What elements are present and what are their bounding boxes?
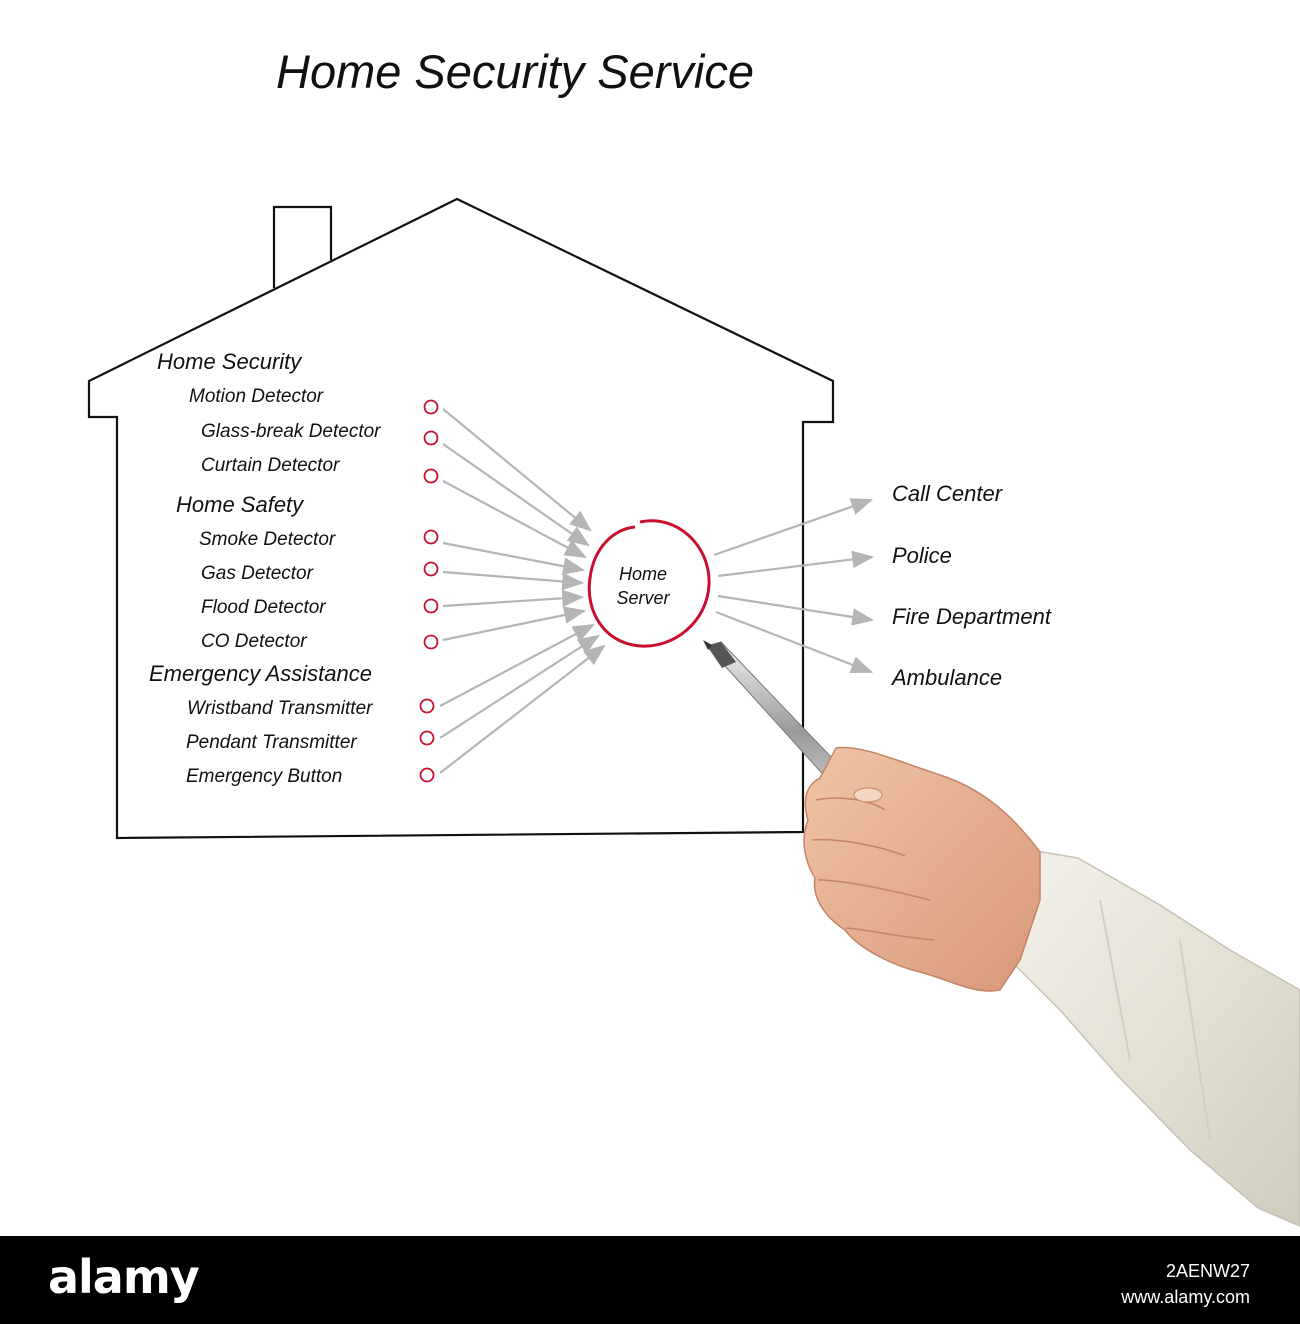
hand — [804, 747, 1040, 991]
arrow-glass — [443, 444, 588, 545]
item-flood-detector: Flood Detector — [201, 597, 326, 618]
input-arrows — [440, 409, 604, 773]
dest-police: Police — [892, 543, 952, 568]
arrow-call-center — [714, 500, 871, 555]
item-smoke-detector: Smoke Detector — [199, 529, 336, 550]
bullet-curtain — [425, 470, 438, 483]
image-id: 2AENW27 — [1165, 1261, 1250, 1281]
output-arrows — [714, 500, 872, 672]
dest-fire-department: Fire Department — [892, 604, 1051, 629]
arrow-button — [440, 646, 604, 773]
bullet-motion — [425, 401, 438, 414]
diagram-title: Home Security Service — [276, 45, 754, 98]
dest-ambulance: Ambulance — [892, 665, 1003, 690]
group-home-security: Home Security — [157, 349, 302, 374]
watermark-footer — [0, 1236, 1300, 1324]
arrow-gas — [443, 572, 582, 583]
sensor-bullets — [421, 401, 438, 782]
group-emergency-assistance: Emergency Assistance — [149, 661, 372, 686]
item-co-detector: CO Detector — [201, 631, 307, 652]
arrow-pendant — [440, 636, 598, 738]
item-curtain-detector: Curtain Detector — [201, 455, 340, 476]
arrow-flood — [443, 597, 582, 606]
image-credit — [1121, 1258, 1250, 1310]
arrow-police — [718, 557, 872, 576]
item-wristband-transmitter: Wristband Transmitter — [187, 698, 373, 719]
item-glass-break-detector: Glass-break Detector — [201, 421, 381, 442]
home-server-label — [604, 562, 682, 610]
dest-call-center: Call Center — [892, 481, 1003, 506]
bullet-smoke — [425, 531, 438, 544]
bullet-wristband — [421, 700, 434, 713]
home-server-line2: Server — [616, 588, 670, 608]
alamy-logo-text: alamy — [48, 1250, 199, 1304]
bullet-flood — [425, 600, 438, 613]
arrow-smoke — [443, 543, 583, 570]
item-gas-detector: Gas Detector — [201, 563, 313, 584]
arrow-motion — [443, 409, 590, 530]
shirt-sleeve — [1010, 850, 1300, 1226]
site-url: www.alamy.com — [1121, 1287, 1250, 1307]
arrow-fire — [718, 596, 872, 620]
item-pendant-transmitter: Pendant Transmitter — [186, 732, 357, 753]
group-home-safety: Home Safety — [176, 492, 304, 517]
bullet-pendant — [421, 732, 434, 745]
arrow-wristband — [440, 625, 593, 706]
bullet-glass — [425, 432, 438, 445]
item-emergency-button: Emergency Button — [186, 766, 343, 787]
bullet-button — [421, 769, 434, 782]
bullet-gas — [425, 563, 438, 576]
arrow-co — [443, 611, 584, 640]
home-server-line1: Home — [618, 564, 667, 584]
alamy-logo — [48, 1250, 199, 1304]
item-motion-detector: Motion Detector — [189, 386, 324, 407]
hand-with-pen — [703, 640, 1300, 1226]
bullet-co — [425, 636, 438, 649]
